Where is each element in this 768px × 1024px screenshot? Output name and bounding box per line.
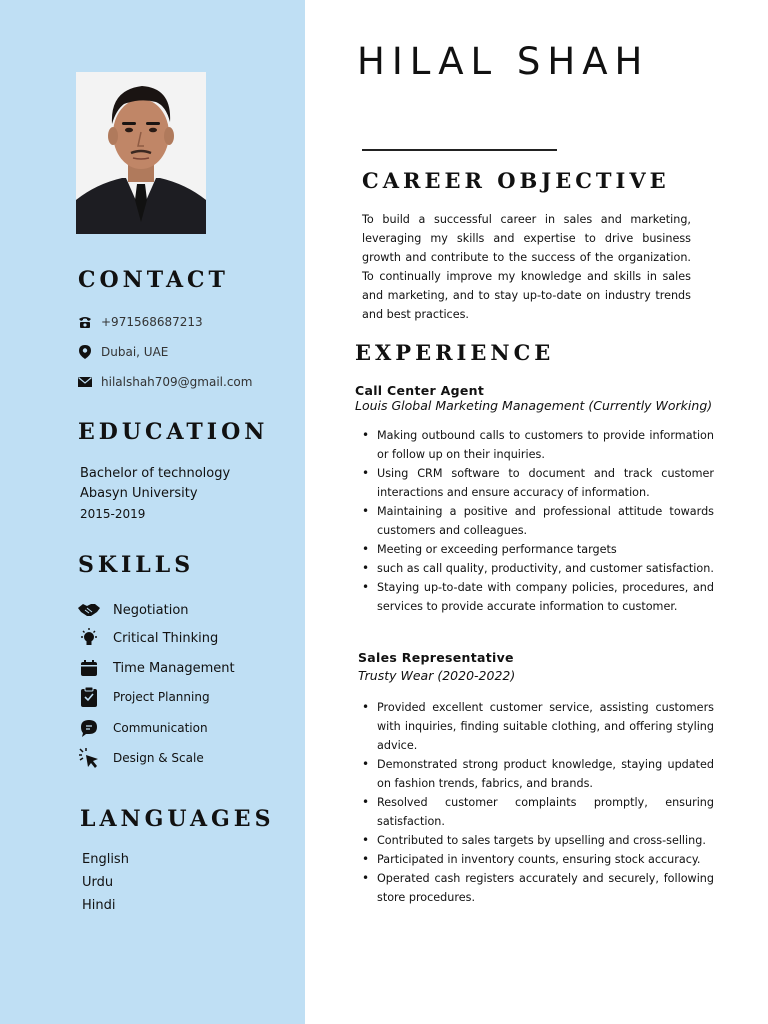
skills-heading: SKILLS [78, 552, 195, 578]
clipboard-icon [76, 686, 102, 708]
experience-heading: EXPERIENCE [355, 340, 555, 365]
skill-item [76, 747, 204, 769]
contact-phone-text[interactable]: +971568687213 [101, 315, 203, 329]
job-bullet: • Making outbound calls to customers to provide information or follow up on their inquiries. [360, 426, 714, 464]
location-pin-icon [76, 343, 94, 361]
career-objective-text: To build a successful career in sales and marketing, leveraging my skills and expertise to drive business growth and contribute to the success of the organization. To continually improve my knowledge and skills in sales and marketing, and to stay up-to-date on industry trends and best practices. [362, 213, 691, 321]
job-bullet: • Meeting or exceeding performance targets [360, 540, 714, 559]
job-bullets [360, 698, 714, 907]
education-degree: Bachelor of technology [80, 466, 231, 481]
email-icon [76, 373, 94, 391]
job-bullet: • Staying up-to-date with company policies, procedures, and services to provide accurate information to customer. [360, 578, 714, 616]
skill-item [76, 627, 218, 649]
education-heading: EDUCATION [78, 419, 269, 445]
handshake-icon [76, 599, 102, 621]
language-item: Hindi [82, 898, 116, 913]
contact-email [76, 373, 252, 391]
skill-label: Design & Scale [113, 751, 204, 765]
skill-label: Critical Thinking [113, 630, 219, 646]
job-company: Louis Global Marketing Management (Currently Working) [355, 398, 713, 413]
skill-label: Negotiation [113, 602, 189, 618]
skill-label: Project Planning [113, 690, 210, 704]
job-bullet: • Provided excellent customer service, assisting customers with inquiries, finding suitable clothing, and offering styling advice. [360, 698, 714, 755]
design-cursor-icon [76, 747, 102, 769]
profile-photo [76, 72, 206, 234]
skill-item [76, 657, 235, 679]
job-company: Trusty Wear (2020-2022) [358, 668, 516, 683]
calendar-icon [76, 657, 102, 679]
job-bullet: • such as call quality, productivity, and customer satisfaction. [360, 559, 714, 578]
career-objective-heading: CAREER OBJECTIVE [362, 168, 670, 193]
job-bullet: • Demonstrated strong product knowledge, staying updated on fashion trends, fabrics, and brands. [360, 755, 714, 793]
divider [362, 149, 557, 151]
job-bullet: • Contributed to sales targets by upselling and cross-selling. [360, 831, 714, 850]
lightbulb-icon [76, 627, 102, 649]
job-bullet: • Resolved customer complaints promptly, ensuring satisfaction. [360, 793, 714, 831]
job-title: Sales Representative [358, 650, 514, 665]
contact-email-text[interactable]: hilalshah709@gmail.com [101, 375, 253, 389]
phone-icon [76, 313, 94, 331]
contact-phone [76, 313, 203, 331]
skill-label: Time Management [113, 660, 235, 676]
job-bullets [360, 426, 714, 616]
job-bullet: • Operated cash registers accurately and securely, following store procedures. [360, 869, 714, 907]
skill-item [76, 717, 208, 739]
skill-item [76, 599, 189, 621]
job-bullet: • Using CRM software to document and track customer interactions and ensure accuracy of information. [360, 464, 714, 502]
skill-label: Communication [113, 721, 208, 735]
candidate-name: HILAL SHAH [357, 40, 650, 83]
language-item: English [82, 852, 129, 867]
contact-location-text: Dubai, UAE [101, 345, 169, 359]
languages-heading: LANGUAGES [80, 806, 275, 832]
chat-bubble-icon [76, 717, 102, 739]
language-item: Urdu [82, 875, 114, 890]
education-school: Abasyn University [80, 486, 198, 501]
job-bullet: • Participated in inventory counts, ensuring stock accuracy. [360, 850, 714, 869]
education-years: 2015-2019 [80, 507, 146, 521]
skill-item [76, 686, 210, 708]
job-bullet: • Maintaining a positive and professional attitude towards customers and colleagues. [360, 502, 714, 540]
job-title: Call Center Agent [355, 383, 485, 398]
contact-location [76, 343, 168, 361]
contact-heading: CONTACT [78, 267, 229, 293]
